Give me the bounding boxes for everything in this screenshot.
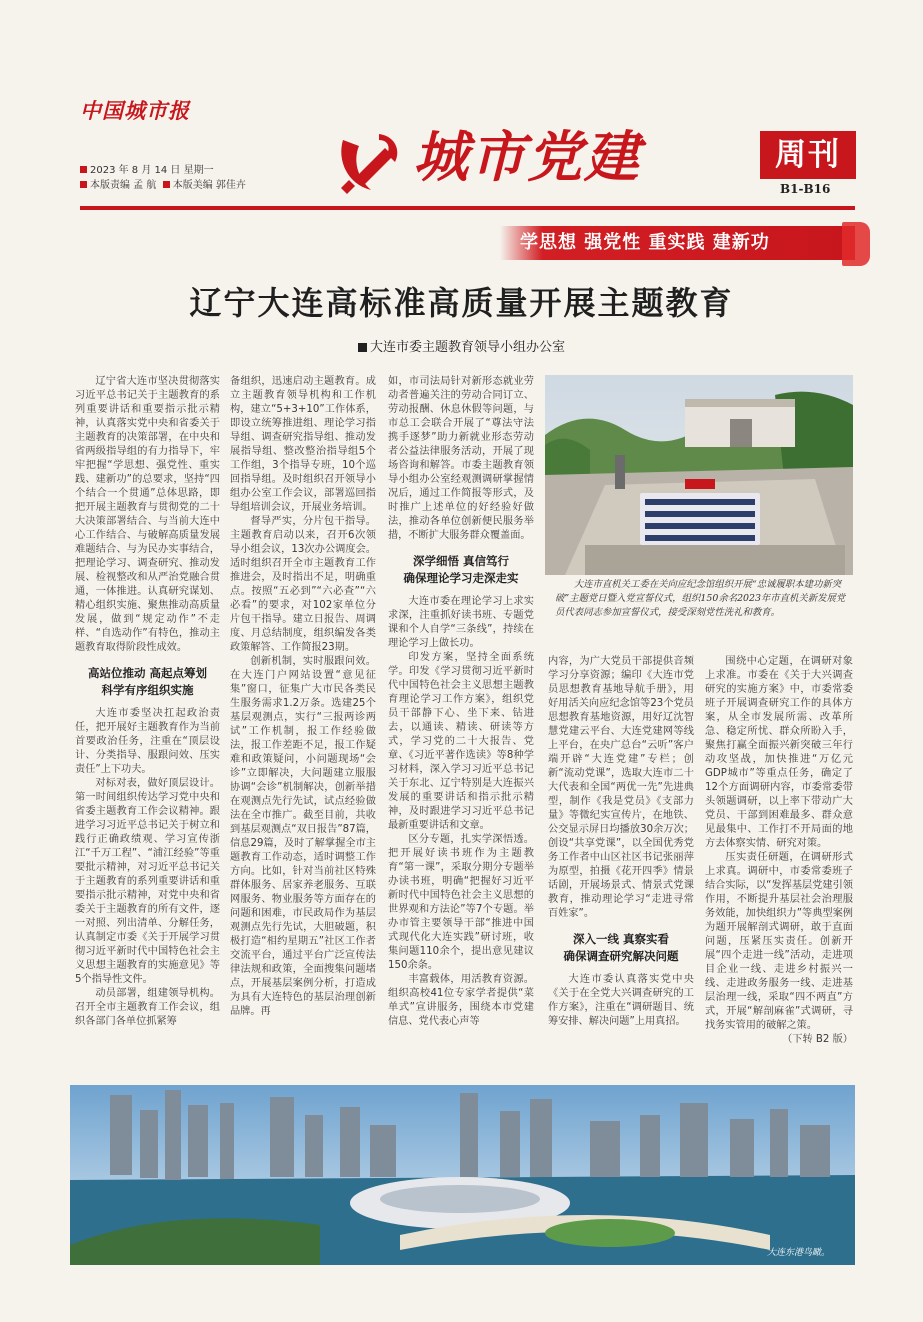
paragraph: 如，市司法局针对新形态就业劳动者普遍关注的劳动合同订立、劳动报酬、休息休假等问题，与市总工会联合开展了“尊法守法 携手逐梦”助力新就业形态劳动者公益法律服务活动，开展了现场咨询和解答。市委主题教育领导小组办公室经观测调研掌握情况后，通过工作简报等形式，及时推广上述单位的好经验好做法，推动各单位创新便民服务举措，不断扩大服务群众覆盖面。 — [388, 376, 534, 541]
paragraph: 大连市委坚决扛起政治责任，把开展好主题教育作为当前首要政治任务，注重在“顶层设计、分类指导、服跟问效、压实责任”上下功夫。 — [75, 708, 220, 775]
paragraph: 印发方案，坚持全面系统学。印发《学习贯彻习近平新时代中国特色社会主义思想主题教育理论学习工作方案》，组织党员干部静下心、坐下来、钻进去，以通读、精读、研读等方式，学习党的二十大报告、党章、《习近平著作选读》等8种学习材料，深入学习习近平总书记关于东北、辽宁特别是大连振兴发展的重要讲话和指示批示精神，及时跟进学习习近平总书记最新重要讲话和文章。 — [388, 652, 534, 831]
paragraph: 督导严实，分片包干指导。主题教育启动以来，召开6次领导小组会议，13次办公调度会。适时组织召开全市主题教育工作推进会，及时指出不足，明确重点。按照“五必到”“六必查”“六必看”的要求，对102家单位分片包干指导。建立日报告、周调度、月总结制度，组织编发各类政策解答、工作简报23期。 — [230, 516, 376, 653]
paragraph: 辽宁省大连市坚决贯彻落实习近平总书记关于主题教育的系列重要讲话和重要指示批示精神，认真落实党中央和省委关于主题教育的决策部署，在中央和省两级指导组的有力指导下，牢牢把握“学思想、强党性、重实践、建新功”的总要求，坚持“四个结合一个贯通”总体思路，即把开展主题教育与贯彻党的二十大决策部署结合、与当前大连中心工作结合、与破解高质量发展难题结合、与为民办实事结合，把理论学习、调查研究、推动发展、检视整改和从严治党融合贯通，一体推进。认真研究谋划、精心组织实施、聚焦推动高质量发展，做到“规定动作”不走样、“自选动作”有特色，推动主题教育取得阶段性成效。 — [75, 376, 220, 653]
bullet-square-icon — [80, 166, 87, 173]
city-aerial-illustration — [70, 1085, 855, 1265]
paragraph: 压实责任研题，在调研形式上求真。调研中，市委常委班子结合实际，以“发挥基层党建引领作用，不断提升基层社会治理服务效能，加快组织力”等典型案例为题开展解剖式调研，敢于直面问题，压紧压实责任。创新开展“四个走进一线”活动，走进项目企业一线、走进乡村振兴一线、走进政务服务一线、走进基层治理一线，采取“四不两直”方式，开展“解剖麻雀”式调研，寻找务实管用的破解之策。 — [705, 852, 853, 1031]
text-column-3 — [388, 375, 534, 1075]
text-column-1 — [75, 375, 220, 1075]
city-aerial-photo — [70, 1085, 855, 1265]
masthead-rule — [80, 206, 855, 210]
date-line: 2023 年 8 月 14 日 星期一 — [90, 165, 214, 176]
article-headline: 辽宁大连高标准高质量开展主题教育 — [189, 284, 734, 322]
photo-caption-bottom: 大连东港鸟瞰。 — [766, 1248, 830, 1258]
subheading — [75, 665, 220, 699]
text-column-2 — [230, 375, 376, 1075]
subheading-line: 科学有序组织实施 — [101, 683, 194, 697]
paragraph: 内容，为广大党员干部提供音频学习分享资源；编印《大连市党员思想教育基地导航手册》，用好用活关向应纪念馆等23个党员思想教育基地资源，用好辽沈智慧党建云平台、大连党建网等线上平台，在央广总台“云听”客户端开辟“大连党建”专栏；创新“流动党课”，选取大连市二十大代表和全国“两优一先”先进典型，制作《我是党员》《支部力量》等微纪实宣传片，在地铁、公交显示屏日均播放30余万次；创设“共享党课”，以全国优秀党务工作者中山区社区书记张丽萍为原型，拍摄《花开四季》情景话剧，开展场景式、情景式党课教育，推动理论学习“走进寻常百姓家”。 — [548, 656, 694, 919]
editor: 本版责编 孟 航 — [90, 180, 157, 191]
paragraph: 动员部署，组建领导机构。召开全市主题教育工作会议，组织各部门各单位抓紧筹 — [75, 988, 220, 1027]
subheading-line: 确保调查研究解决问题 — [563, 949, 679, 963]
paragraph: 大连市委认真落实党中央《关于在全党大兴调查研究的工作方案》，注重在“调研题目、统筹安排、解决问题”上用真招。 — [548, 974, 694, 1027]
continued-note: （下转 B2 版） — [782, 1034, 853, 1045]
photo-caption: 大连市直机关工委在关向应纪念馆组织开展“忠诚履职本建功新突破”主题党日暨入党宣誓仪式，组织150余名2023年市直机关新发展党员代表同志参加宣誓仪式，接受深刻党性洗礼和教育。 — [555, 579, 846, 618]
paragraph: 对标对表，做好顶层设计。第一时间组织传达学习党中央和省委主题教育工作会议精神。跟进学习习近平总书记关于树立和践行正确政绩观、学习宣传浙江“千万工程”、“浦江经验”等重要批示精神，对习近平总书记关于主题教育的系列重要讲话和重要指示批示精神，对党中央和省委关于主题教育的所有文件，逐一对照、列出清单、分解任务，认真制定市委《关于开展学习贯彻习近平新时代中国特色社会主义思想主题教育的实施意见》等5个指导性文件。 — [75, 778, 220, 985]
paragraph: 围绕中心定题，在调研对象上求准。市委在《关于大兴调查研究的实施方案》中，市委常委班子开展调查研究工作的具体方案，从全市发展所需、改革所急、稳定所忧、群众所盼入手，聚焦打赢全面振兴新突破三年行动攻坚战，加快推进“万亿元GDP城市”等重点任务，确定了12个方面调研内容，市委常委带头领题调研，以上率下带动广大党员、干部到困难最多、群众意见最集中、工作打不开局面的地方去体察实情、研究对策。 — [705, 656, 853, 849]
paragraph: 备组织，迅速启动主题教育。成立主题教育领导机构和工作机构，建立“5+3+10”工作体系，即设立统筹推进组、理论学习指导组、调查研究指导组、推动发展指导组、整改整治指导组5个工作组，3个指导专班，10个巡回指导组。及时组织召开领导小组办公室工作会议，部署巡回指导组培训会议，开展业务培训。 — [230, 376, 376, 513]
bullet-square-icon — [358, 343, 367, 352]
byline-text: 大连市委主题教育领导小组办公室 — [369, 340, 565, 355]
subheading-line: 深入一线 真察实看 — [572, 932, 669, 946]
article-byline — [0, 336, 923, 355]
text-column-5 — [705, 655, 853, 1080]
page-range: B1-B16 — [780, 182, 831, 196]
text-column-4 — [548, 655, 694, 1075]
section-title: 城市党建 — [413, 124, 642, 189]
paragraph: 丰富载体，用活教育资源。组织高校41位专家学者提供“菜单式”宣讲服务，围绕本市党建信息、党代表心声等 — [388, 974, 534, 1027]
issue-meta — [80, 163, 246, 193]
subheading — [388, 553, 534, 587]
subheading-line: 深学细悟 真信笃行 — [412, 554, 509, 568]
subheading-line: 高站位推动 高起点筹划 — [87, 666, 207, 680]
party-emblem-icon — [335, 128, 405, 196]
bullet-square-icon — [80, 181, 87, 188]
designer: 本版美编 郭佳卉 — [172, 180, 246, 191]
subheading — [548, 931, 694, 965]
paragraph: 创新机制，实时服跟问效。在大连门户网站设置“意见征集”窗口，征集广大市民各类民生服务需求1.2万条。选建25个基层观测点，实行“三报两诊两试”工作机制，报工作经验做法，报工作差距不足，报工作疑难和政策疑问，小问题现场“会诊”立即解决，大问题建立服服协调“会诊”机制解决，创新举措在观测点先行先试，试点经验做法在全市推广。截至目前，共收到基层观测点“双日报告”87篇，信息29篇，及时了解掌握全市主题教育工作动态，适时调整工作方向。比如，针对当前社区特殊群体服务、居家养老服务、互联网服务、物业服务等方面存在的问题和困难，市民政局作为基层观测点先行先试，大胆破题，积极打造“相约星期五”社区工作者交流平台，通过平台广泛宣传法律法规和政策，全面搜集问题堵点，开展基层案例分析，打造成为具有大连特色的基层治理创新品牌。再 — [230, 656, 376, 1017]
subheading-line: 确保理论学习走深走实 — [403, 571, 519, 585]
slogan-banner: 学思想 强党性 重实践 建新功 — [500, 226, 855, 260]
weekly-badge: 周刊 — [760, 131, 856, 179]
ceremony-photo — [545, 375, 853, 575]
paragraph: 大连市委在理论学习上求实求深，注重抓好读书班、专题党课和个人自学“三条线”，持续在理论学习上做长功。 — [388, 596, 534, 649]
ceremony-photo-illustration — [545, 375, 853, 575]
paper-logo: 中国城市报 — [80, 98, 190, 123]
bullet-square-icon — [163, 181, 170, 188]
flag-icon — [842, 222, 870, 266]
paragraph: 区分专题，扎实学深悟透。把开展好读书班作为主题教育“第一课”，采取分期分专题举办读书班，明确“把握好习近平新时代中国特色社会主义思想的世界观和方法论”等7个专题。举办市管主要领导干部“推进中国式现代化大连实践”研讨班，收集问题110余个，提出意见建议150余条。 — [388, 834, 534, 971]
